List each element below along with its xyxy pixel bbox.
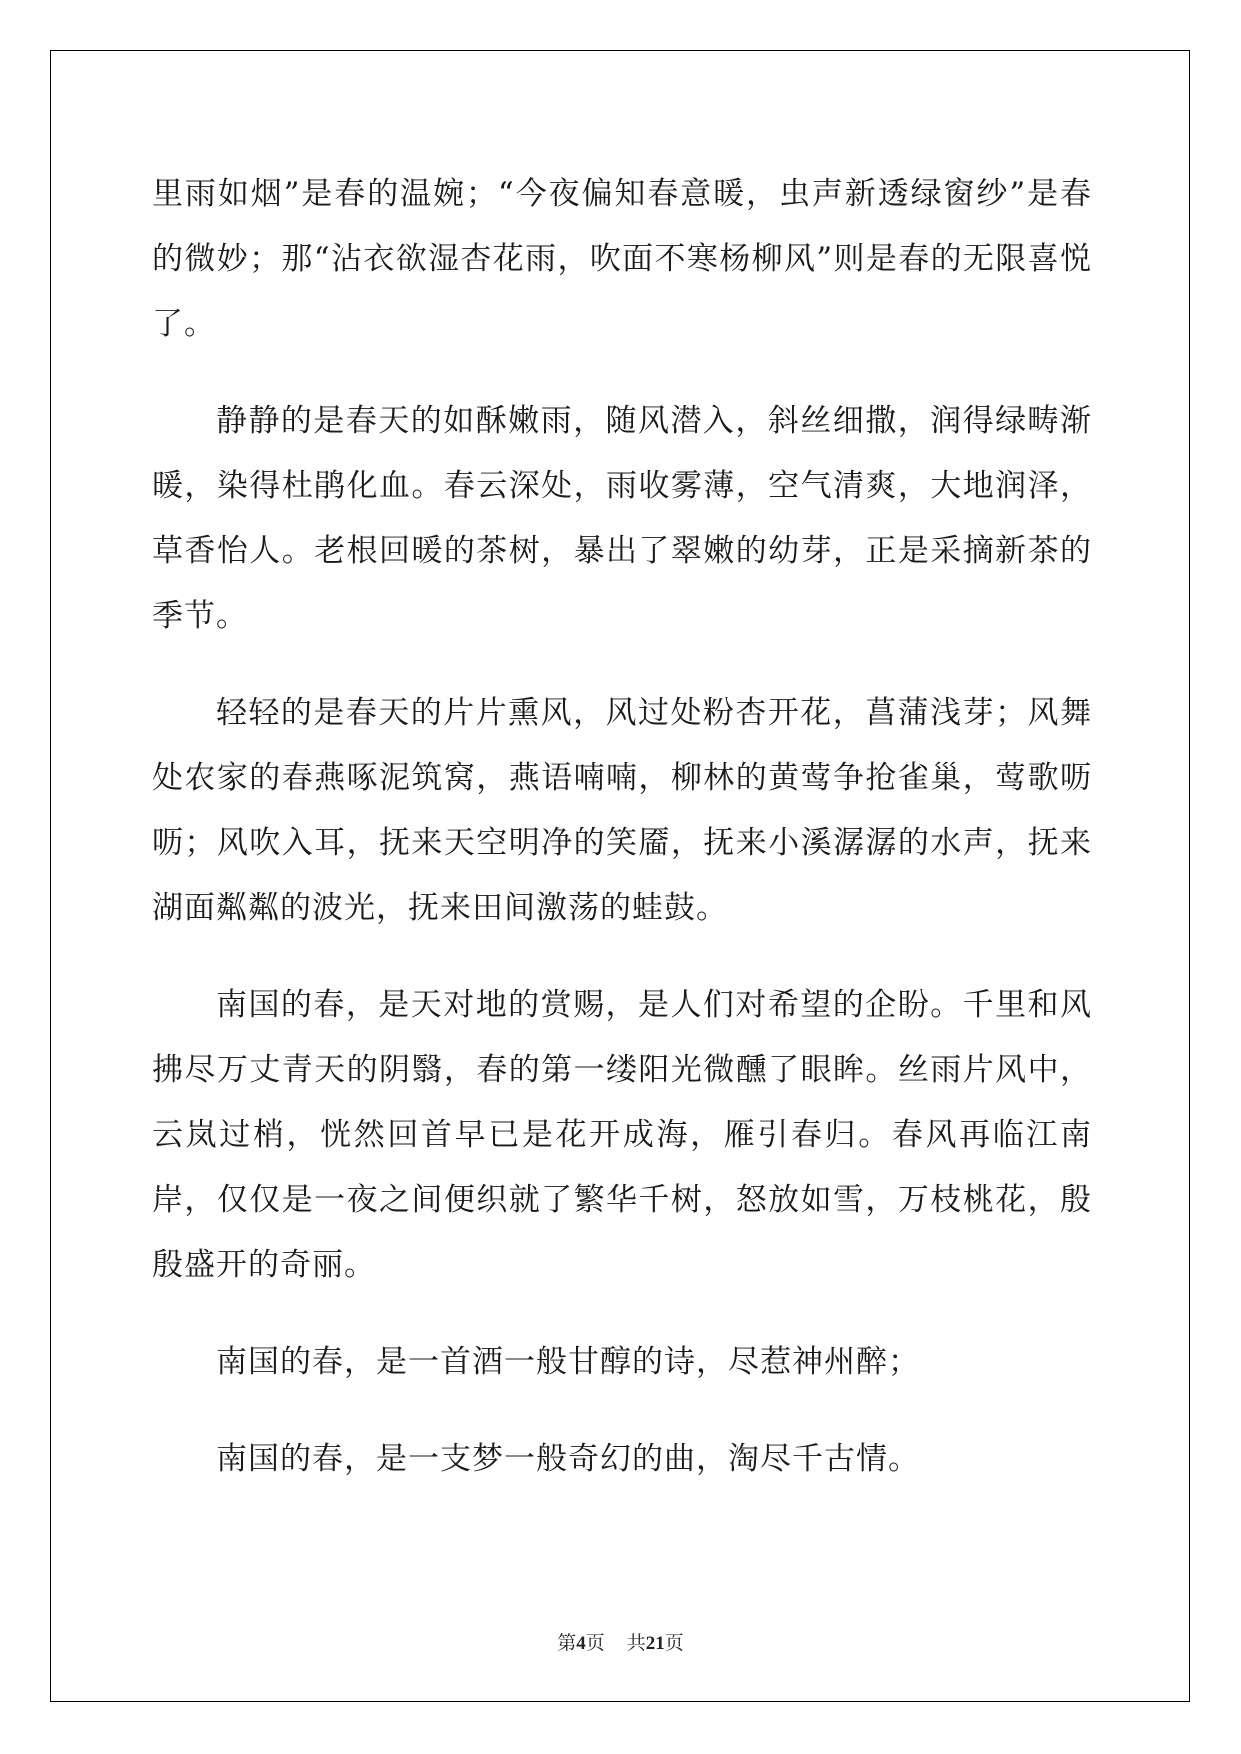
footer-total-suffix: 页 [664,1633,684,1654]
current-page-number: 4 [576,1633,586,1654]
footer-page-word: 页 [585,1633,605,1654]
footer-total-prefix: 共 [626,1633,646,1654]
document-body [152,162,1092,1492]
total-pages-number: 21 [645,1633,665,1654]
paragraph-2: 静静的是春天的如酥嫩雨，随风潜入，斜丝细撒，润得绿畴渐暖，染得杜鹃化血。春云深处，雨收雾薄，空气清爽，大地润泽，草香怡人。老根回暖的茶树，暴出了翠嫩的幼芽，正是采摘新茶的季节。 [152,403,1092,634]
paragraph-3: 轻轻的是春天的片片熏风，风过处粉杏开花，菖蒲浅芽；风舞处农家的春燕啄泥筑窝，燕语喃喃，柳林的黄莺争抢雀巢，莺歌呖呖；风吹入耳，抚来天空明净的笑靥，抚来小溪潺潺的水声，抚来湖面粼粼的波光，抚来田间激荡的蛙鼓。 [152,695,1092,926]
page-footer [0,1628,1241,1655]
paragraph-4: 南国的春，是天对地的赏赐，是人们对希望的企盼。千里和风拂尽万丈青天的阴翳，春的第一缕阳光微醺了眼眸。丝雨片风中，云岚过梢，恍然回首早已是花开成海，雁引春归。春风再临江南岸，仅仅是一夜之间便织就了繁华千树，怒放如雪，万枝桃花，殷殷盛开的奇丽。 [152,987,1092,1283]
footer-prefix: 第 [557,1633,577,1654]
paragraph-6: 南国的春，是一支梦一般奇幻的曲，淘尽千古情。 [216,1441,920,1477]
paragraph-1: 里雨如烟”是春的温婉；“今夜偏知春意暖，虫声新透绿窗纱”是春的微妙；那“沾衣欲湿杏花雨，吹面不寒杨柳风”则是春的无限喜悦了。 [152,176,1092,342]
paragraph-5: 南国的春，是一首酒一般甘醇的诗，尽惹神州醉； [216,1344,920,1380]
